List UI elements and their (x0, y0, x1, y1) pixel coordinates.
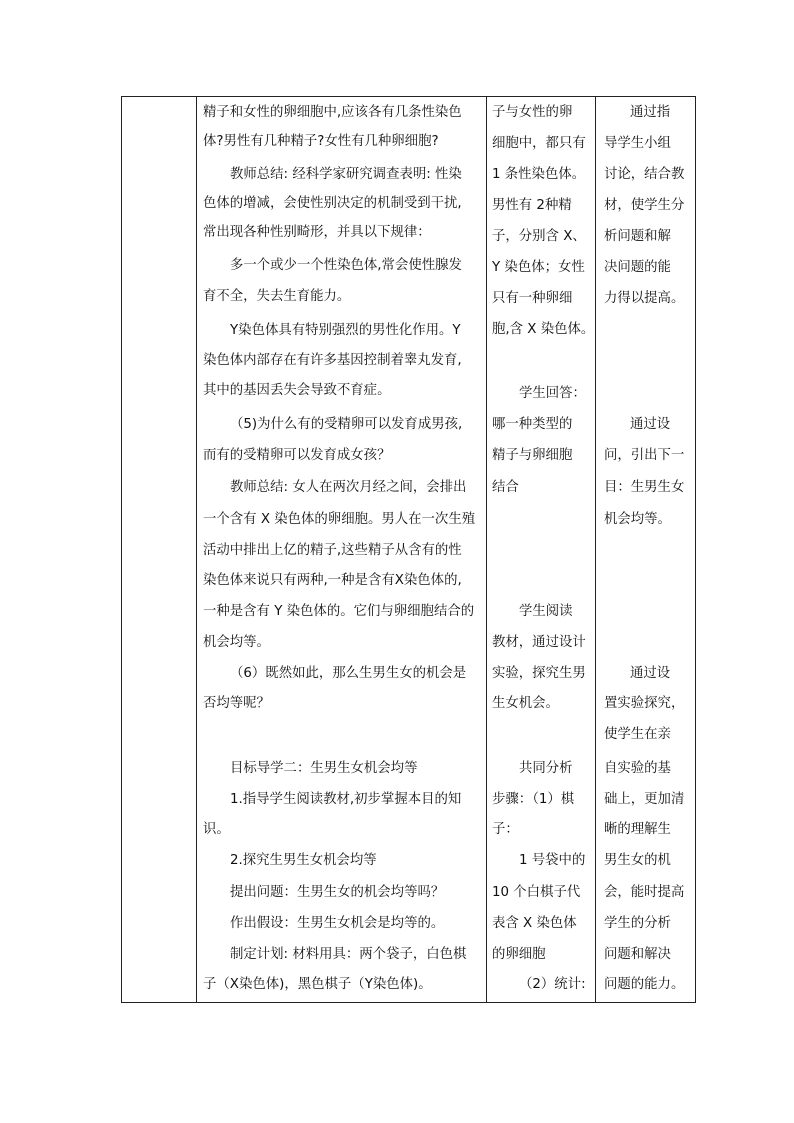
text-line: 染色体来说只有两种,一种是含有X染色体的, (203, 573, 462, 588)
text-line: 作出假设：生男生女机会是均等的。 (230, 916, 445, 931)
text-line: 否均等呢？ (203, 696, 270, 711)
text-line: 机会均等。 (203, 635, 270, 650)
text-line: 精子与卵细胞 (492, 448, 573, 463)
text-line: 生女机会。 (492, 696, 559, 711)
text-line: 细胞中，都只有 (492, 136, 586, 151)
text-line: 使学生在亲 (604, 727, 671, 742)
text-line: 析问题和解 (604, 229, 671, 244)
text-line: 多一个或少一个性染色体,常会使性腺发 (230, 258, 462, 273)
text-line: 问题的能力。 (604, 977, 685, 992)
student-activity-cell (487, 97, 596, 1003)
stage-column-cell (122, 97, 197, 1003)
text-line: 步骤：（1）棋 (492, 792, 575, 807)
text-line: 1 条性染色体。 (492, 167, 586, 182)
text-line: 1 号袋中的 (519, 853, 586, 868)
design-intent-cell (596, 97, 696, 1003)
text-line: 的卵细胞 (492, 947, 546, 962)
text-line: 教师总结: 经科学家研究调查表明: 性染 (230, 167, 462, 182)
teacher-activity-cell (197, 97, 487, 1003)
text-line: 子（X染色体)，黑色棋子（Y染色体)。 (203, 977, 432, 992)
text-line: 讨论，结合教 (604, 167, 685, 182)
text-line: 表含 X 染色体 (492, 916, 577, 931)
text-line: 会，能时提高 (604, 885, 685, 900)
text-line: 常出现各种性别畸形，并具以下规律： (203, 225, 431, 240)
text-line: 男性有 2种精 (492, 198, 572, 213)
text-line: 2.探究生男生女机会均等 (230, 853, 377, 868)
text-line: 材，使学生分 (604, 198, 685, 213)
text-line: 导学生小组 (604, 136, 671, 151)
text-line: 1.指导学生阅读教材,初步掌握本目的知 (230, 792, 462, 807)
text-line: 哪一种类型的 (492, 417, 573, 432)
text-line: （2）统计: (519, 977, 586, 992)
text-line: 学生回答： (519, 386, 586, 401)
text-line: 男生女的机 (604, 853, 671, 868)
text-line: 机会均等。 (604, 512, 671, 527)
text-line: 色体的增减，会使性别决定的机制受到干扰, (203, 196, 462, 211)
text-line: 其中的基因丢失会导致不育症。 (203, 383, 391, 398)
text-line: 学生的分析 (604, 916, 671, 931)
text-line: 而有的受精卵可以发育成女孩？ (203, 448, 391, 463)
text-line: 活动中排出上亿的精子,这些精子从含有的性 (203, 543, 462, 558)
text-line: 教师总结: 女人在两次月经之间，会排出 (230, 480, 467, 495)
text-line: 础上，更加清 (604, 792, 685, 807)
text-line: 问，引出下一 (604, 448, 685, 463)
text-line: 体?男性有几种精子?女性有几种卵细胞? (203, 134, 439, 149)
text-line: （6）既然如此，那么生男生女的机会是 (230, 666, 467, 681)
text-line: 精子和女性的卵细胞中,应该各有几条性染色 (203, 105, 462, 120)
text-line: 子，分别含 X、 (492, 229, 586, 244)
text-line: 10 个白棋子代 (492, 885, 581, 900)
table-row (122, 97, 696, 1003)
text-line: 染色体内部存在有许多基因控制着睾丸发育, (203, 353, 462, 368)
text-line: 通过指 (630, 105, 671, 120)
text-line: 学生阅读 (519, 604, 573, 619)
text-line: 一种是含有 Y 染色体的。它们与卵细胞结合的 (203, 604, 475, 619)
text-line: Y染色体具有特别强烈的男性化作用。Y (230, 323, 461, 338)
text-line: 置实验探究， (604, 696, 685, 711)
text-line: 目标导学二：生男生女机会均等 (230, 761, 418, 776)
text-line: 决问题的能 (604, 260, 671, 275)
text-line: 共同分析 (519, 761, 573, 776)
text-line: 问题和解决 (604, 947, 671, 962)
text-line: 子： (492, 822, 519, 837)
text-line: 晰的理解生 (604, 822, 671, 837)
text-line: 实验，探究生男 (492, 666, 586, 681)
text-line: 通过设 (630, 666, 671, 681)
text-line: Y 染色体；女性 (492, 260, 585, 275)
text-line: 胞,含 X 染色体。 (492, 322, 595, 337)
text-line: 一个含有 X 染色体的卵细胞。男人在一次生殖 (203, 512, 476, 527)
text-line: 目：生男生女 (604, 480, 685, 495)
text-line: 制定计划: 材料用具：两个袋子，白色棋 (230, 947, 467, 962)
text-line: 只有一种卵细 (492, 291, 573, 306)
text-line: 教材，通过设计 (492, 635, 586, 650)
text-line: 力得以提高。 (604, 291, 685, 306)
text-line: 子与女性的卵 (492, 105, 573, 120)
text-line: 育不全，失去生育能力。 (203, 289, 351, 304)
text-line: 提出问题：生男生女的机会均等吗？ (230, 885, 445, 900)
text-line: （5)为什么有的受精卵可以发育成男孩, (230, 417, 463, 432)
lesson-plan-table (121, 96, 696, 1003)
text-line: 识。 (203, 822, 230, 837)
text-line: 自实验的基 (604, 761, 671, 776)
text-line: 通过设 (630, 417, 671, 432)
text-line: 结合 (492, 480, 519, 495)
